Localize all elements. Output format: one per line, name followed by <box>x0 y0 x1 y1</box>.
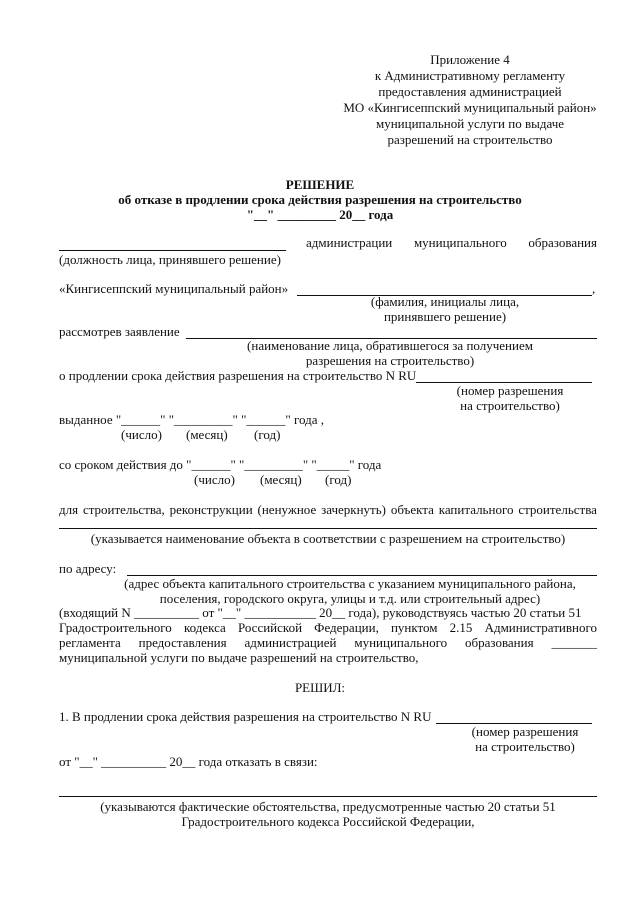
facts-caption: (указываются фактические обстоятельства, предусмотренные частью 20 статьи 51 <box>100 799 556 814</box>
comma: , <box>592 281 596 296</box>
object-field-line <box>59 528 597 529</box>
permit-caption: (номер разрешения <box>456 383 564 398</box>
address-label: по адресу: <box>59 561 117 576</box>
address-caption: поселения, городского округа, улицы и т.д. или строительный адрес) <box>159 591 541 606</box>
year-caption: (год) <box>325 472 352 487</box>
document-title: РЕШЕНИЕ <box>285 177 355 192</box>
validity-label: со сроком действия до "______" "_________" "_____" года <box>59 457 382 472</box>
facts-caption: Градостроительного кодекса Российской Федерации, <box>181 814 475 829</box>
facts-field-line <box>59 796 597 797</box>
service-line: муниципальной услуги по выдаче разрешений на строительство, <box>59 650 419 665</box>
fio-caption: (фамилия, инициалы лица, <box>370 294 520 309</box>
day-caption: (число) <box>121 427 162 442</box>
applicant-caption: (наименование лица, обратившегося за получением <box>247 338 533 353</box>
permit-caption: на строительство) <box>460 398 560 413</box>
header-line: разрешений на строительство <box>387 132 553 147</box>
purpose-line: для строительства, реконструкции (ненужное зачеркнуть) объекта капитального строительства <box>59 502 597 517</box>
district-label: «Кингисеппский муниципальный район» <box>59 281 289 296</box>
incoming-line: (входящий N __________ от "__" ___________ 20__ года), руководствуясь частью 20 статьи 51 <box>59 605 582 620</box>
admin-text: администрации муниципального образования <box>306 235 597 250</box>
code-line: Градостроительного кодекса Российской Федерации, пунктом 2.15 Административного <box>59 620 597 635</box>
extend-label: о продлении срока действия разрешения на строительство N RU <box>59 368 417 383</box>
applicant-caption: разрешения на строительство) <box>305 353 475 368</box>
header-line: предоставления администрацией <box>378 84 562 99</box>
decision-item-1: 1. В продлении срока действия разрешения на строительство N RU <box>59 709 432 724</box>
document-date: "__" _________ 20__ года <box>246 207 394 222</box>
refuse-line: от "__" __________ 20__ года отказать в связи: <box>59 754 318 769</box>
month-caption: (месяц) <box>186 427 228 442</box>
day-caption: (число) <box>194 472 235 487</box>
fio-caption: принявшего решение) <box>383 309 507 324</box>
decision-heading: РЕШИЛ: <box>294 680 346 695</box>
reglament-line: регламента предоставления администрацией муниципального образования _______ <box>59 635 597 650</box>
header-line: МО «Кингисеппский муниципальный район» <box>343 100 597 115</box>
reviewed-label: рассмотрев заявление <box>59 324 180 339</box>
decision-permit-caption: на строительство) <box>475 739 575 754</box>
year-caption: (год) <box>254 427 281 442</box>
header-line: муниципальной услуги по выдаче <box>375 116 565 131</box>
issued-label: выданное "______" "_________" "______" года , <box>59 412 324 427</box>
object-caption: (указывается наименование объекта в соответствии с разрешением на строительство) <box>90 531 566 546</box>
position-caption: (должность лица, принявшего решение) <box>59 252 281 267</box>
header-line: Приложение 4 <box>430 52 510 67</box>
position-field-line <box>59 250 286 251</box>
decision-permit-caption: (номер разрешения <box>471 724 579 739</box>
month-caption: (месяц) <box>260 472 302 487</box>
address-caption: (адрес объекта капитального строительства с указанием муниципального района, <box>124 576 576 591</box>
header-line: к Административному регламенту <box>374 68 566 83</box>
document-subtitle: об отказе в продлении срока действия разрешения на строительство <box>118 192 522 207</box>
